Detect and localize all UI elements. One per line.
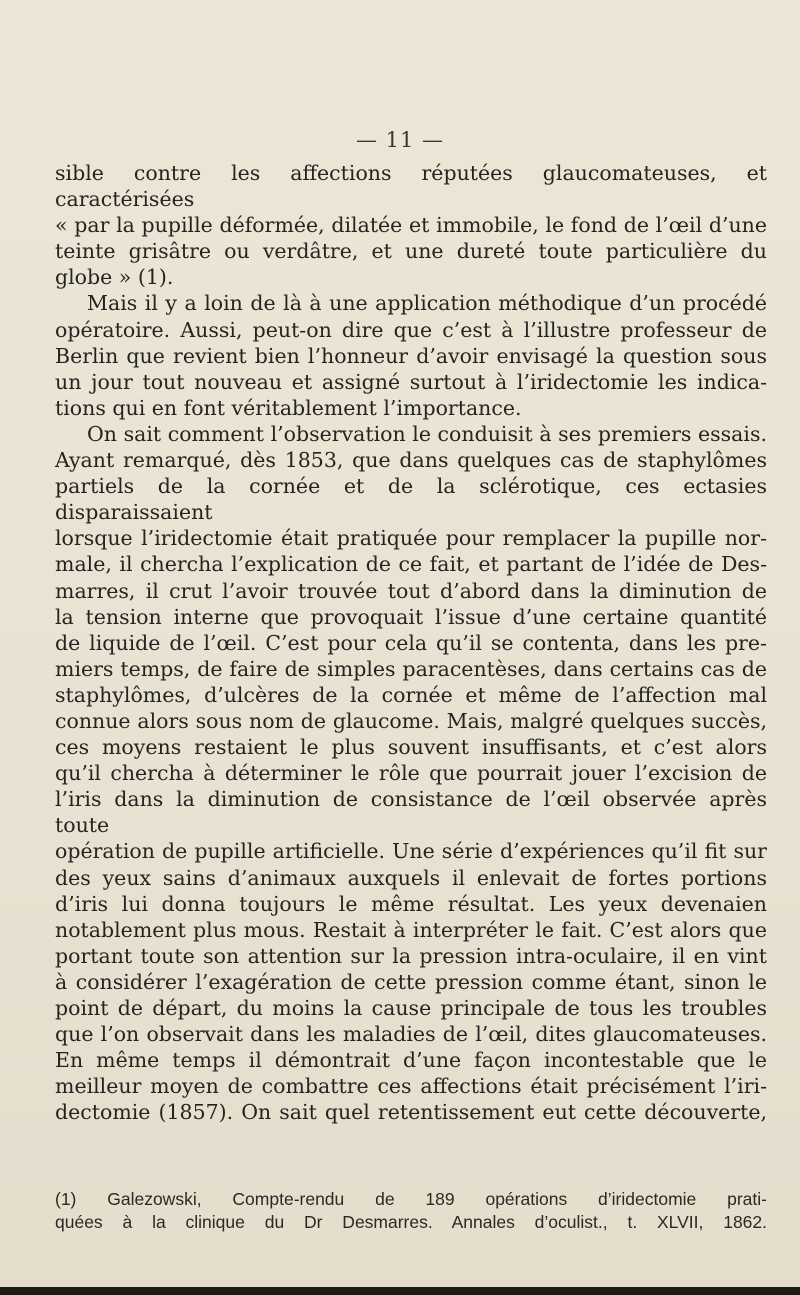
text-line: à considérer l’exagération de cette pression comme étant, sinon le (55, 969, 767, 994)
footnote-line: quées à la clinique du Dr Desmarres. Annales d’oculist., t. XLVII, 1862. (55, 1212, 767, 1232)
text-line: Ayant remarqué, dès 1853, que dans quelques cas de staphylômes (55, 448, 767, 473)
text-line: l’iris dans la diminution de consistance de l’œil observée après toute (55, 787, 767, 838)
text-line: des yeux sains d’animaux auxquels il enlevait de fortes portions (55, 865, 767, 890)
text-line: opératoire. Aussi, peut-on dire que c’est à l’illustre professeur de (55, 317, 767, 342)
text-line: male, il chercha l’explication de ce fait, et partant de l’idée de Des- (55, 552, 767, 577)
text-line: un jour tout nouveau et assigné surtout à l’iridectomie les indica- (55, 369, 767, 394)
text-line: teinte grisâtre ou verdâtre, et une dureté toute particulière du (55, 239, 767, 264)
text-line: globe » (1). (55, 265, 174, 290)
text-line: tions qui en font véritablement l’importance. (55, 395, 522, 420)
paragraph-2 (55, 290, 767, 420)
page-number: — 11 — (355, 128, 445, 152)
text-line: marres, il crut l’avoir trouvée tout d’abord dans la diminution de (55, 578, 767, 603)
text-line: « par la pupille déformée, dilatée et immobile, le fond de l’œil d’une (55, 213, 767, 238)
text-line: partiels de la cornée et de la sclérotique, ces ectasies disparaissaient (55, 474, 767, 525)
body-text (55, 160, 767, 1125)
text-line: connue alors sous nom de glaucome. Mais, malgré quelques succès, (55, 708, 767, 733)
text-line: En même temps il démontrait d’une façon incontestable que le (55, 1048, 767, 1073)
text-line: ces moyens restaient le plus souvent insuffisants, et c’est alors (55, 735, 767, 760)
text-line: Berlin que revient bien l’honneur d’avoir envisagé la question sous (55, 343, 767, 368)
bottom-edge-rule (0, 1287, 800, 1295)
text-line: dectomie (1857). On sait quel retentissement eut cette découverte, (55, 1100, 767, 1125)
text-line: staphylômes, d’ulcères de la cornée et même de l’affection mal (55, 682, 767, 707)
text-line: On sait comment l’observation le conduisit à ses premiers essais. (87, 421, 767, 446)
text-line: de liquide de l’œil. C’est pour cela qu’il se contenta, dans les pre- (55, 630, 767, 655)
text-line: opération de pupille artificielle. Une série d’expériences qu’il fit sur (55, 839, 767, 864)
text-line: lorsque l’iridectomie était pratiquée pour remplacer la pupille nor- (55, 526, 767, 551)
text-line: la tension interne que provoquait l’issue d’une certaine quantité (55, 604, 767, 629)
text-line: meilleur moyen de combattre ces affections était précisément l’iri- (55, 1074, 767, 1099)
text-line: Mais il y a loin de là à une application méthodique d’un procédé (87, 291, 767, 316)
paragraph-1 (55, 160, 767, 290)
text-line: qu’il chercha à déterminer le rôle que pourrait jouer l’excision de (55, 761, 767, 786)
text-line: portant toute son attention sur la pression intra-oculaire, il en vint (55, 943, 767, 968)
paragraph-3 (55, 421, 767, 1126)
text-line: sible contre les affections réputées glaucomateuses, et caractérisées (55, 161, 767, 212)
text-line: notablement plus mous. Restait à interpréter le fait. C’est alors que (55, 917, 767, 942)
footnote (55, 1188, 767, 1234)
text-line: que l’on observait dans les maladies de l’œil, dites glaucomateuses. (55, 1022, 767, 1047)
text-line: d’iris lui donna toujours le même résultat. Les yeux devenaien (55, 891, 767, 916)
footnote-line: (1) Galezowski, Compte-rendu de 189 opérations d’iridectomie prati- (55, 1189, 767, 1209)
text-line: miers temps, de faire de simples paracentèses, dans certains cas de (55, 656, 767, 681)
text-line: point de départ, du moins la cause principale de tous les troubles (55, 996, 767, 1020)
